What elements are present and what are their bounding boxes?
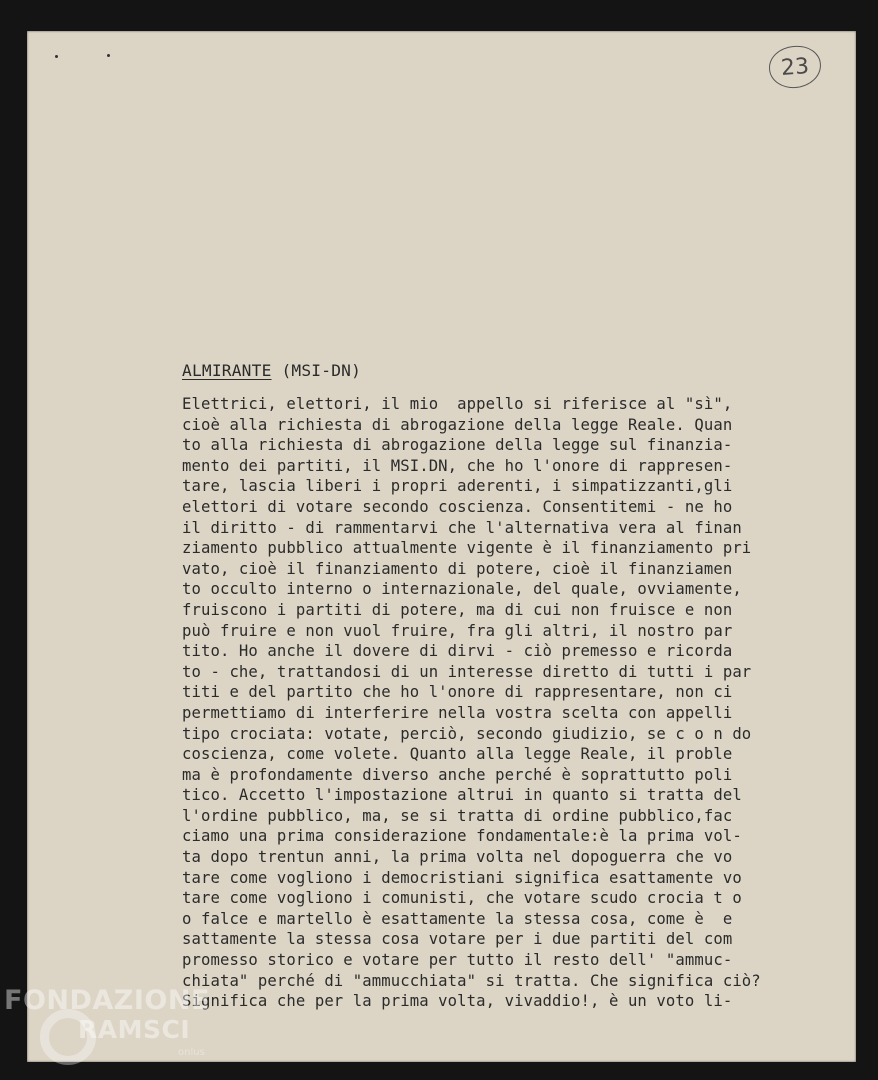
text-line: può fruire e non vuol fruire, fra gli altri, il nostro par (182, 621, 733, 640)
text-line: sattamente la stessa cosa votare per i due partiti del com (182, 930, 733, 949)
text-line: ciamo una prima considerazione fondamentale:è la prima vol- (182, 827, 742, 846)
speech-text (182, 394, 822, 1012)
text-line: mento dei partiti, il MSI.DN, che ho l'onore di rappresen- (182, 456, 733, 475)
text-line: elettori di votare secondo coscienza. Consentitemi - ne ho (182, 497, 733, 516)
typewritten-page (27, 31, 856, 1062)
watermark-line2: RAMSCI (78, 1015, 191, 1044)
text-line: ziamento pubblico attualmente vigente è il finanziamento pri (182, 539, 752, 558)
speaker-heading (182, 361, 361, 380)
text-line: tipo crociata: votate, perciò, secondo giudizio, se c o n do (182, 724, 752, 743)
ink-dot (107, 54, 110, 57)
text-line: fruiscono i partiti di potere, ma di cui non fruisce e non (182, 600, 733, 619)
text-line: ma è profondamente diverso anche perché è soprattutto poli (182, 765, 733, 784)
text-line: vato, cioè il finanziamento di potere, cioè il finanziamen (182, 559, 733, 578)
text-line: promesso storico e votare per tutto il resto dell' "ammuc- (182, 951, 733, 970)
text-line: tare come vogliono i democristiani significa esattamente vo (182, 868, 742, 887)
speaker-party: (MSI-DN) (281, 361, 362, 380)
text-line: permettiamo di interferire nella vostra scelta con appelli (182, 703, 733, 722)
text-line: to occulto interno o internazionale, del quale, ovviamente, (182, 580, 742, 599)
watermark-sub: onlus (178, 1047, 205, 1058)
text-line: tico. Accetto l'impostazione altrui in quanto si tratta del (182, 786, 742, 805)
watermark-line1: FONDAZIONE (4, 985, 210, 1016)
text-line: chiata" perché di "ammucchiata" si tratta. Che significa ciò? (182, 971, 761, 990)
text-line: il diritto - di rammentarvi che l'alternativa vera al finan (182, 518, 742, 537)
speaker-name: ALMIRANTE (182, 361, 272, 380)
text-line: tare, lascia liberi i propri aderenti, i simpatizzanti,gli (182, 477, 733, 496)
text-line: cioè alla richiesta di abrogazione della legge Reale. Quan (182, 415, 733, 434)
text-line: l'ordine pubblico, ma, se si tratta di ordine pubblico,fac (182, 806, 733, 825)
text-line: to - che, trattandosi di un interesse diretto di tutti i par (182, 662, 752, 681)
text-line: ta dopo trentun anni, la prima volta nel dopoguerra che vo (182, 848, 733, 867)
text-line: to alla richiesta di abrogazione della legge sul finanzia- (182, 436, 733, 455)
text-line: o falce e martello è esattamente la stessa cosa, come è e (182, 909, 733, 928)
page-number-circle: 23 (768, 44, 823, 90)
text-line: titi e del partito che ho l'onore di rappresentare, non ci (182, 683, 733, 702)
text-line: Significa che per la prima volta, vivaddio!, è un voto li- (182, 992, 733, 1011)
text-line: tito. Ho anche il dovere di dirvi - ciò premesso e ricorda (182, 642, 733, 661)
text-line: tare come vogliono i comunisti, che votare scudo crocia t o (182, 889, 742, 908)
ink-dot (55, 55, 58, 58)
text-line: coscienza, come volete. Quanto alla legge Reale, il proble (182, 745, 733, 764)
text-line: Elettrici, elettori, il mio appello si riferisce al "sì", (182, 395, 733, 413)
